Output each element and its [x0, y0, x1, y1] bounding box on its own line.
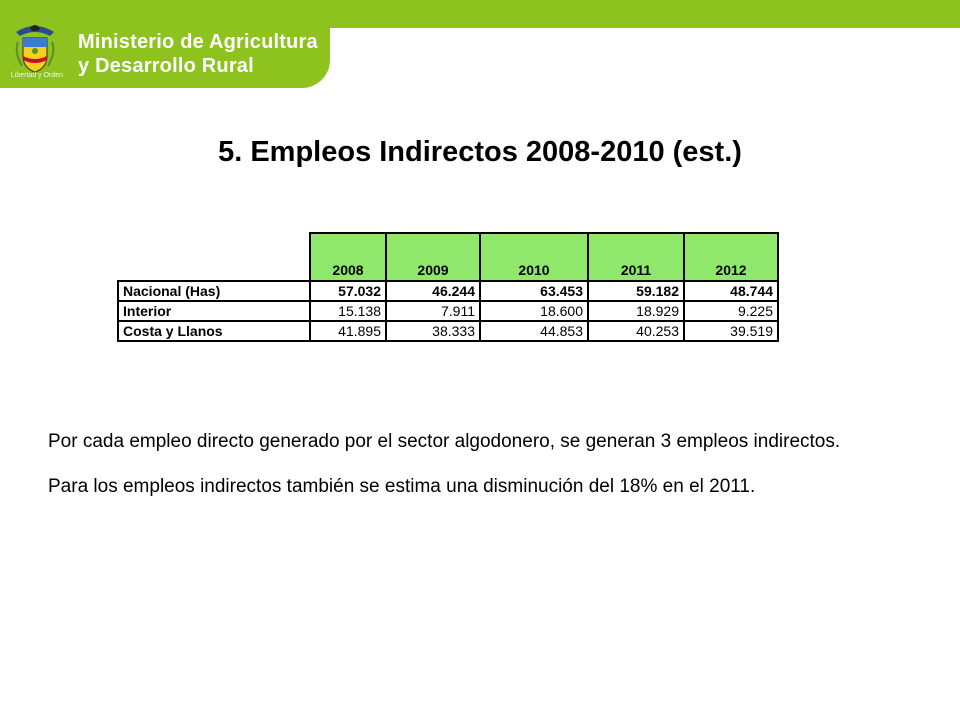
paragraph: Por cada empleo directo generado por el sector algodonero, se generan 3 empleos indirectos.	[48, 431, 841, 452]
ministry-name-line2: y Desarrollo Rural	[78, 55, 254, 77]
table-row	[118, 321, 778, 341]
table-cell: 9.225	[684, 301, 778, 321]
ministry-header	[0, 0, 330, 88]
page-title: 5. Empleos Indirectos 2008-2010 (est.)	[218, 136, 742, 168]
paragraph: Para los empleos indirectos también se estima una disminución del 18% en el 2011.	[48, 476, 756, 497]
table-cell: 44.853	[480, 321, 588, 341]
year-header: 2009	[386, 233, 480, 281]
table-cell: 48.744	[684, 281, 778, 301]
table-cell: 40.253	[588, 321, 684, 341]
table-row	[118, 281, 778, 301]
year-header: 2008	[310, 233, 386, 281]
table-row	[118, 301, 778, 321]
coat-of-arms-icon	[10, 22, 60, 78]
table-cell: 15.138	[310, 301, 386, 321]
row-label: Interior	[118, 301, 310, 321]
year-header: 2012	[684, 233, 778, 281]
crest-motto: Libertad y Orden	[10, 72, 64, 79]
table-cell: 7.911	[386, 301, 480, 321]
year-header: 2010	[480, 233, 588, 281]
table-cell: 38.333	[386, 321, 480, 341]
table-cell: 39.519	[684, 321, 778, 341]
table-corner	[118, 233, 310, 281]
table-cell: 18.929	[588, 301, 684, 321]
table-cell: 41.895	[310, 321, 386, 341]
table-cell: 46.244	[386, 281, 480, 301]
table-cell: 57.032	[310, 281, 386, 301]
employment-table	[117, 232, 779, 342]
ministry-name-line1: Ministerio de Agricultura	[78, 31, 318, 53]
table-cell: 59.182	[588, 281, 684, 301]
body-text	[48, 428, 912, 518]
table-cell: 63.453	[480, 281, 588, 301]
table-header-row	[118, 233, 778, 281]
row-label: Nacional (Has)	[118, 281, 310, 301]
year-header: 2011	[588, 233, 684, 281]
row-label: Costa y Llanos	[118, 321, 310, 341]
ministry-name	[78, 30, 318, 78]
table-cell: 18.600	[480, 301, 588, 321]
